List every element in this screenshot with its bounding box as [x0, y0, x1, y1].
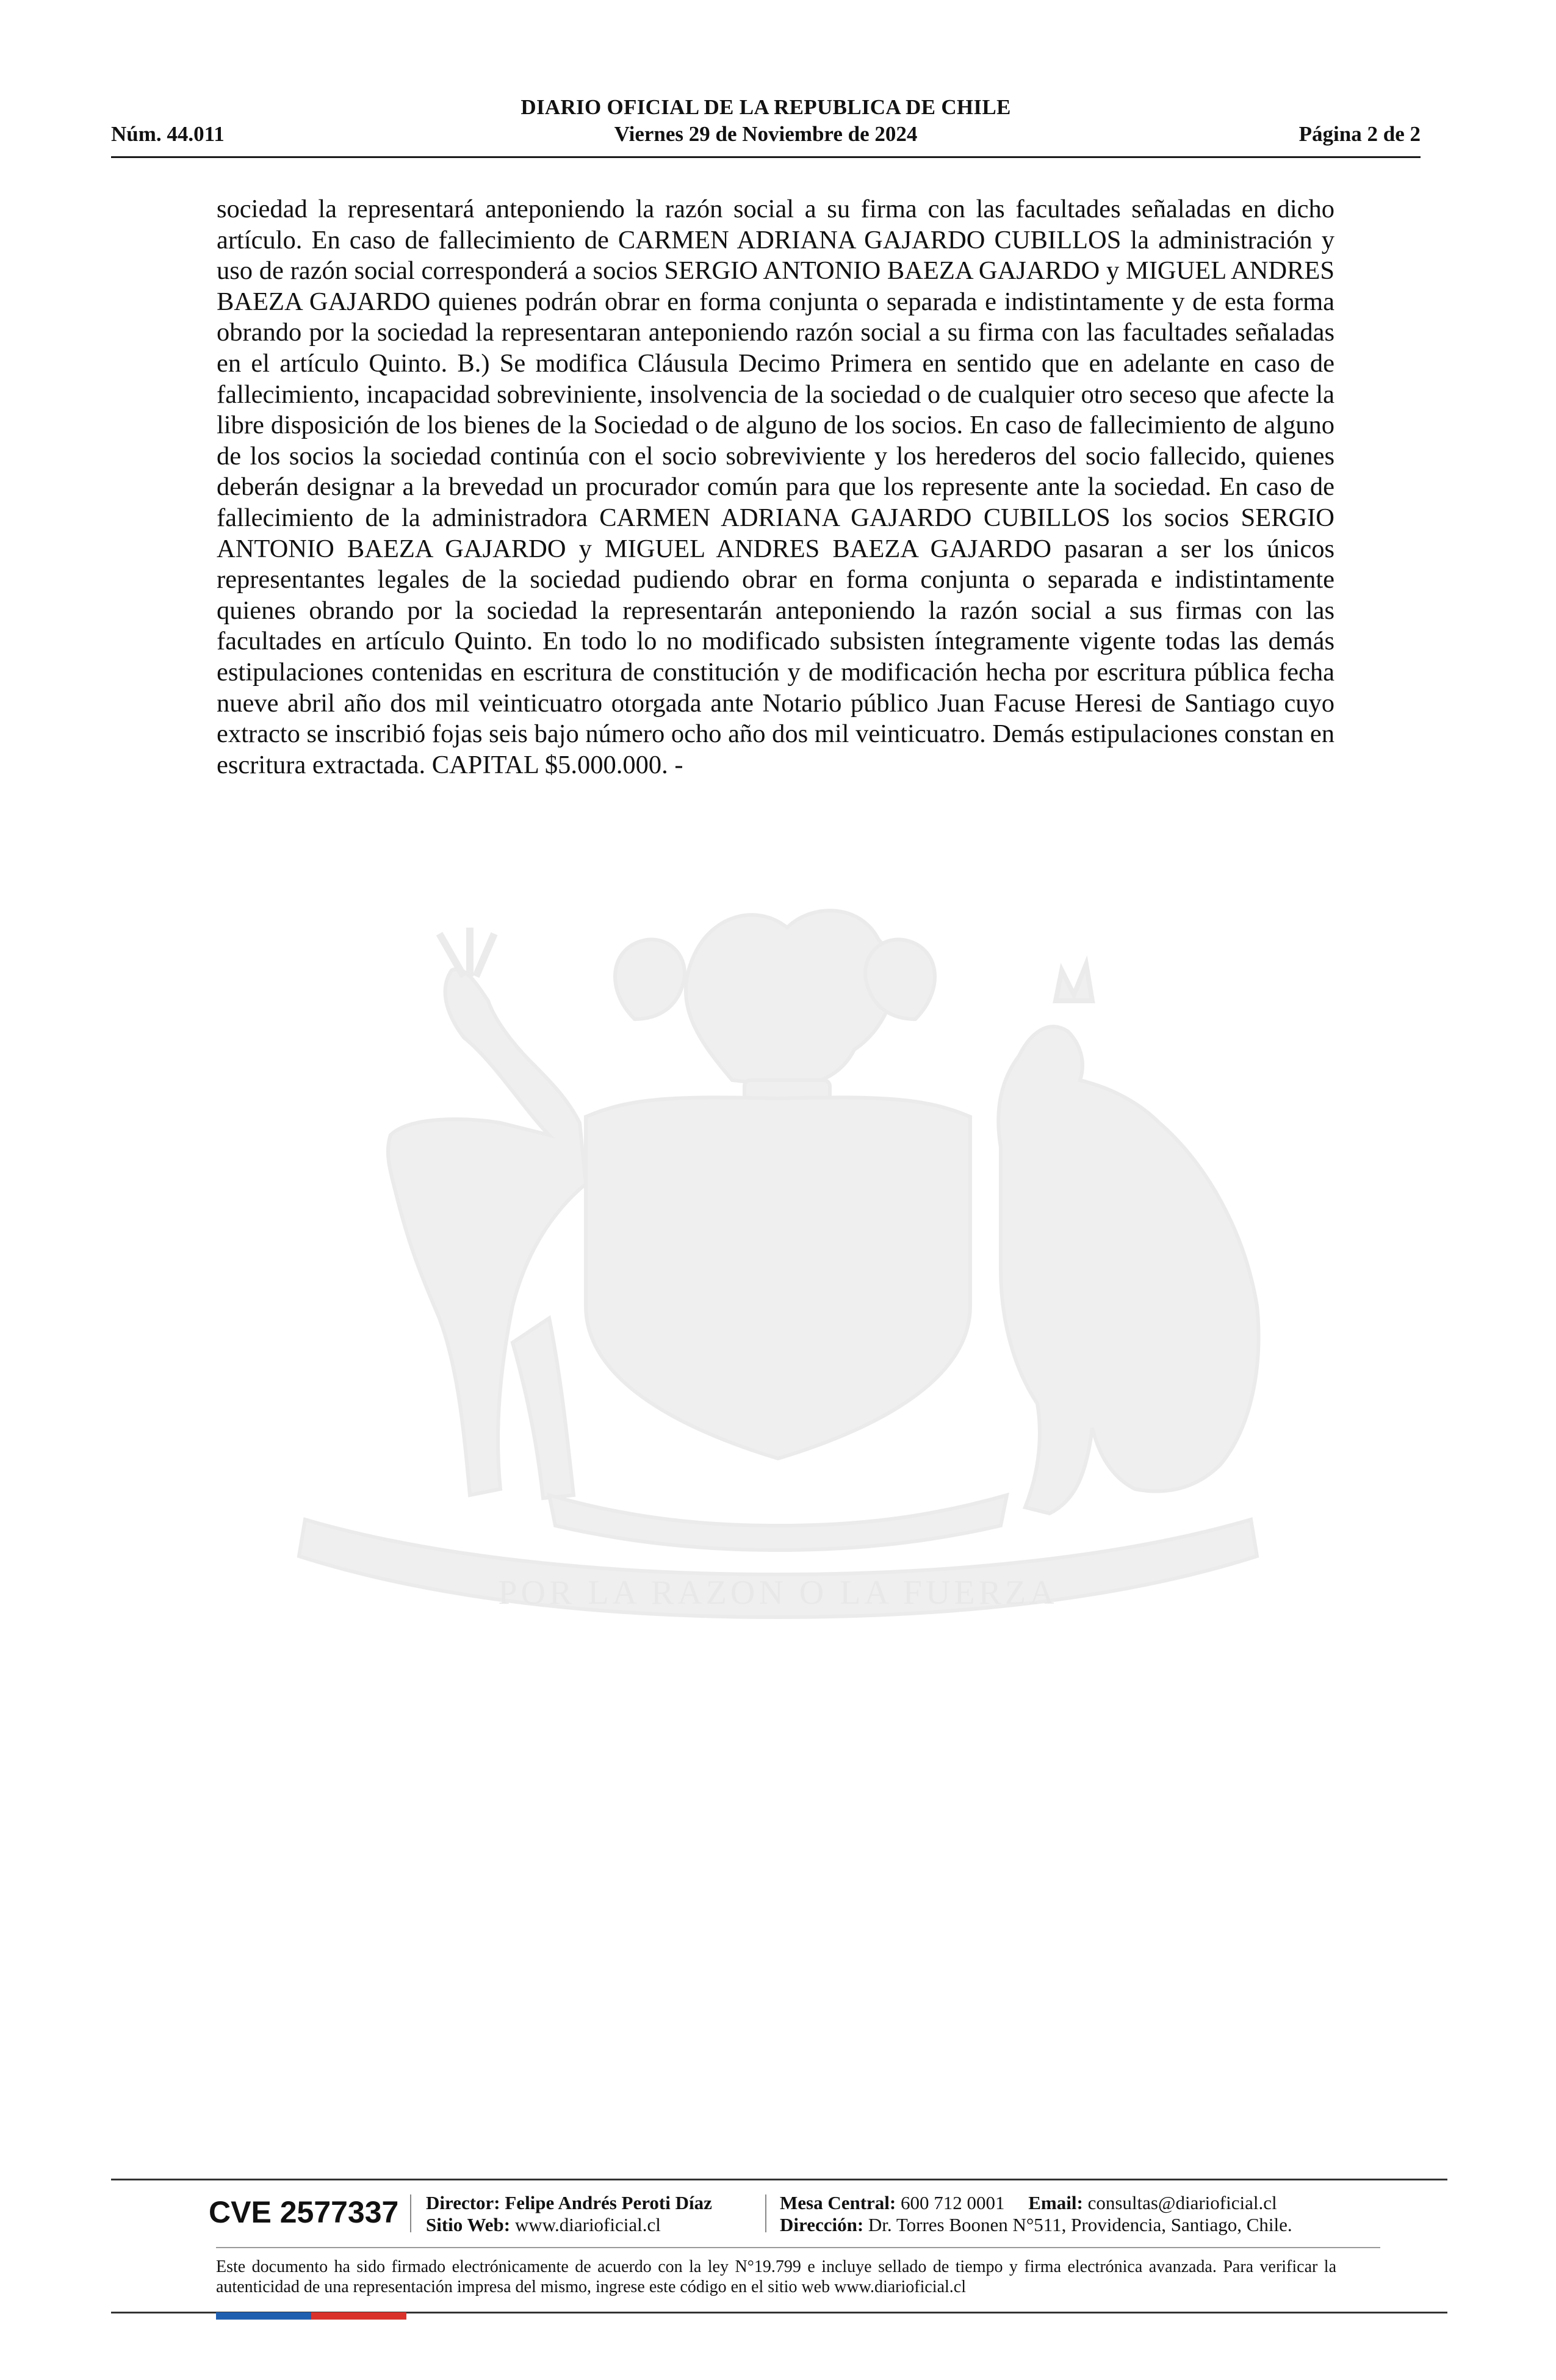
- page-header: [111, 94, 1421, 158]
- electronic-signature-notice: Este documento ha sido firmado electrónicamente de acuerdo con la ley N°19.799 e incluye sellado de tiempo y firma electrónica avanzada. Para verificar la autenticidad de una representación impresa del mismo, ingrese este código en el sitio web www.diarioficial.cl: [216, 2257, 1336, 2296]
- footer-top-rule: [111, 2179, 1447, 2180]
- website-link[interactable]: www.diarioficial.cl: [514, 2214, 661, 2235]
- email-link[interactable]: consultas@diarioficial.cl: [1087, 2192, 1277, 2213]
- footer-middle-rule: [216, 2247, 1380, 2248]
- director-name: Felipe Andrés Peroti Díaz: [505, 2192, 712, 2213]
- motto-text: POR LA RAZON O LA FUERZA: [498, 1574, 1058, 1612]
- phone-label: Mesa Central:: [780, 2192, 896, 2213]
- publication-title: DIARIO OFICIAL DE LA REPUBLICA DE CHILE: [520, 95, 1011, 119]
- director-label: Director:: [426, 2192, 500, 2213]
- address-label: Dirección:: [780, 2214, 864, 2235]
- address-text: Dr. Torres Boonen N°511, Providencia, Santiago, Chile.: [868, 2214, 1292, 2235]
- website-label: Sitio Web:: [426, 2214, 511, 2235]
- issue-number: Núm. 44.011: [111, 122, 225, 146]
- footer-contact-block: [780, 2192, 1292, 2236]
- cve-code: CVE 2577337: [209, 2195, 399, 2229]
- flag-red-stripe: [311, 2312, 406, 2320]
- email-label: Email:: [1028, 2192, 1083, 2213]
- document-body-text: sociedad la representará anteponiendo la razón social a su firma con las facultades señaladas en dicho artículo. En caso de fallecimiento de CARMEN ADRIANA GAJARDO CUBILLOS la administración y uso de razón social corresponderá a socios SERGIO ANTONIO BAEZA GAJARDO y MIGUEL ANDRES BAEZA GAJARDO quienes podrán obrar en forma conjunta o separada e indistintamente y de esta forma obrando por la sociedad la representaran anteponiendo razón social a su firma con las facultades señaladas en el artículo Quinto. B.) Se modifica Cláusula Decimo Primera en sentido que en adelante en caso de fallecimiento, incapacidad sobreviniente, insolvencia de la sociedad o de cualquier otro seceso que afecte la libre disposición de los bienes de la Sociedad o de alguno de los socios. En caso de fallecimiento de alguno de los socios la sociedad continúa con el socio sobreviviente y los herederos del socio fallecido, quienes deberán designar a la brevedad un procurador común para que los represente ante la sociedad. En caso de fallecimiento de la administradora CARMEN ADRIANA GAJARDO CUBILLOS los socios SERGIO ANTONIO BAEZA GAJARDO y MIGUEL ANDRES BAEZA GAJARDO pasaran a ser los únicos representantes legales de la sociedad pudiendo obrar en forma conjunta o separada e indistintamente quienes obrando por la sociedad la representarán anteponiendo la razón social a sus firmas con las facultades en artículo Quinto. En todo lo no modificado subsisten íntegramente vigente todas las demás estipulaciones contenidas en escritura de constitución y de modificación hecha por escritura pública fecha nueve abril año dos mil veinticuatro otorgada ante Notario público Juan Facuse Heresi de Santiago cuyo extracto se inscribió fojas seis bajo número ocho año dos mil veinticuatro. Demás estipulaciones constan en escritura extractada. CAPITAL $5.000.000. -: [217, 195, 1334, 779]
- coat-of-arms-watermark: [207, 879, 1349, 1672]
- phone-number: 600 712 0001: [901, 2192, 1005, 2213]
- footer-separator: [410, 2194, 411, 2232]
- issue-date: Viernes 29 de Noviembre de 2024: [614, 122, 918, 146]
- footer-director-block: [426, 2192, 712, 2236]
- flag-blue-stripe: [216, 2312, 311, 2320]
- page-indicator: Página 2 de 2: [1298, 122, 1421, 146]
- footer-separator: [765, 2194, 766, 2232]
- page-footer: [111, 2179, 1447, 2325]
- chile-coat-of-arms-icon: [207, 879, 1349, 1672]
